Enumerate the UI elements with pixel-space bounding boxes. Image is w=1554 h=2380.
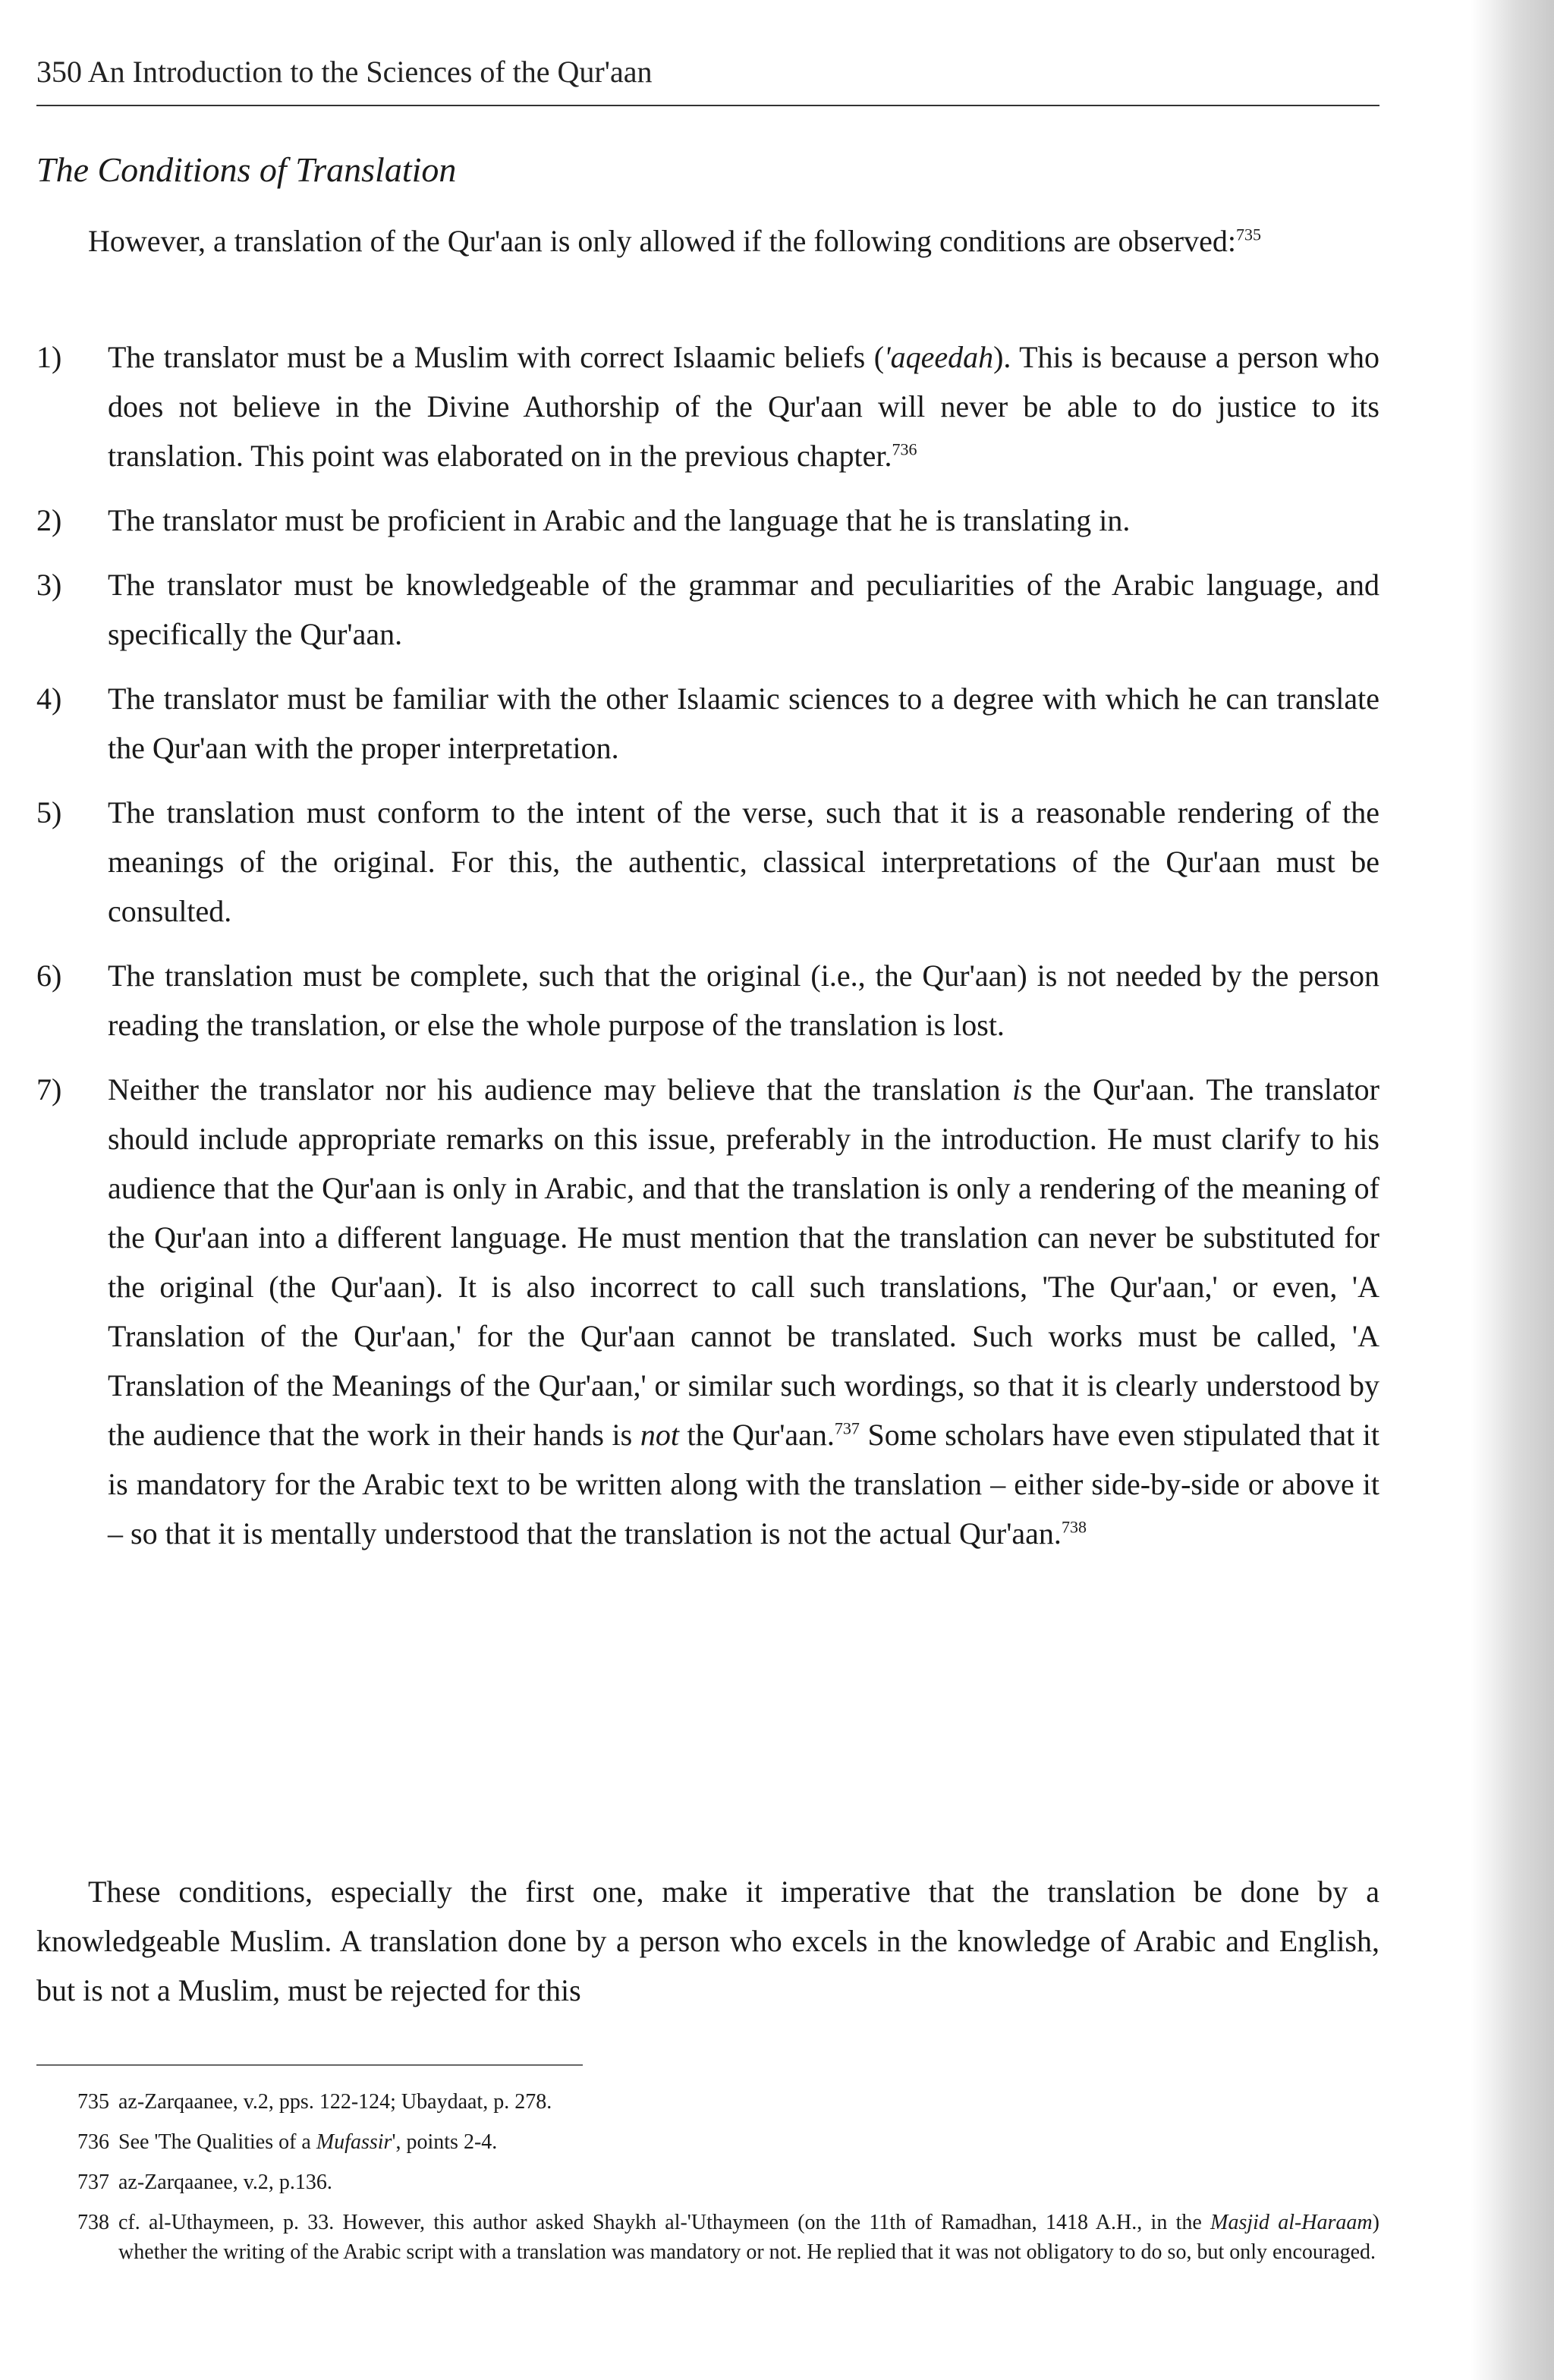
footnote-ref: 737: [834, 1418, 860, 1438]
condition-item: 3) The translator must be knowledgeable of the grammar and peculiarities of the Arabic language, and specifically the Qur'aan.: [36, 560, 1379, 659]
condition-item: 4) The translator must be familiar with the other Islaamic sciences to a degree with which he can translate the Qur'aan with the proper interpretation.: [36, 674, 1379, 773]
footnote: 738 cf. al-Uthaymeen, p. 33. However, this author asked Shaykh al-'Uthaymeen (on the 11th of Ramadhan, 1418 A.H., in the Masjid al-Haraam) whether the writing of the Arabic script with a translation was mandatory or not. He replied that it was not obligatory to do so, but only encouraged.: [36, 2208, 1379, 2267]
footnote-number: 738: [77, 2211, 109, 2234]
condition-item: 5) The translation must conform to the intent of the verse, such that it is a reasonable rendering of the meanings of the original. For this, the authentic, classical interpretations of the Qur'aan must be consulted.: [36, 788, 1379, 936]
condition-item: 2) The translator must be proficient in Arabic and the language that he is translating in.: [36, 496, 1379, 545]
header-rule: [36, 105, 1379, 106]
footnote-number: 737: [77, 2171, 109, 2194]
footnote-number: 736: [77, 2130, 109, 2154]
closing-paragraph: These conditions, especially the first one, make it imperative that the translation be done by a knowledgeable Muslim. A translation done by a person who excels in the knowledge of Arabic and English, but is not a Muslim, must be rejected for this: [36, 1875, 1379, 2007]
footnote-ref: 735: [1235, 225, 1261, 244]
footnote: 737 az-Zarqaanee, v.2, p.136.: [36, 2168, 1379, 2197]
conditions-list: [36, 332, 1379, 1573]
condition-number: 5): [36, 795, 62, 830]
condition-number: 7): [36, 1072, 62, 1107]
page-edge-shadow: [1471, 0, 1554, 2380]
footnote: 736 See 'The Qualities of a Mufassir', points 2-4.: [36, 2127, 1379, 2157]
condition-number: 2): [36, 503, 62, 537]
condition-number: 6): [36, 959, 62, 993]
intro-paragraph: [36, 216, 1379, 266]
condition-number: 4): [36, 682, 62, 716]
condition-item: 6) The translation must be complete, such that the original (i.e., the Qur'aan) is not needed by the person reading the translation, or else the whole purpose of the translation is lost.: [36, 951, 1379, 1050]
condition-item: 7) Neither the translator nor his audience may believe that the translation is the Qur'aan. The translator should include appropriate remarks on this issue, preferably in the introduction. He must clarify to his audience that the Qur'aan is only in Arabic, and that the translation is only a rendering of the meaning of the Qur'aan into a different language. He must mention that the translation can never be substituted for the original (the Qur'aan). It is also incorrect to call such translations, 'The Qur'aan,' or even, 'A Translation of the Qur'aan,' for the Qur'aan cannot be translated. Such works must be called, 'A Translation of the Meanings of the Qur'aan,' or similar such wordings, so that it is clearly understood by the audience that the work in their hands is not the Qur'aan.$^{737}$ Some scholars have even stipulated that it is mandatory for the Arabic text to be written along with the translation – either side-by-side or above it – so that it is mentally understood that the translation is not the actual Qur'aan.$^{738}$: [36, 1065, 1379, 1558]
book-page: [36, 0, 1379, 2380]
intro-text: However, a translation of the Qur'aan is only allowed if the following conditions are observed:: [88, 224, 1236, 258]
footnote: 735 az-Zarqaanee, v.2, pps. 122-124; Ubaydaat, p. 278.: [36, 2087, 1379, 2117]
footnote-number: 735: [77, 2090, 109, 2114]
footnote-rule: [36, 2064, 583, 2066]
section-title: The Conditions of Translation: [36, 150, 457, 189]
condition-number: 3): [36, 568, 62, 602]
footnote-ref: 736: [892, 439, 917, 459]
running-head: 350 An Introduction to the Sciences of the Qur'aan: [36, 55, 653, 89]
condition-item: 1) The translator must be a Muslim with correct Islaamic beliefs ('aqeedah). This is because a person who does not believe in the Divine Authorship of the Qur'aan will never be able to do justice to its translation. This point was elaborated on in the previous chapter.$^{736}$: [36, 332, 1379, 480]
footnote-ref: 738: [1061, 1517, 1087, 1537]
condition-number: 1): [36, 340, 62, 374]
footnotes-list: [36, 2087, 1379, 2278]
